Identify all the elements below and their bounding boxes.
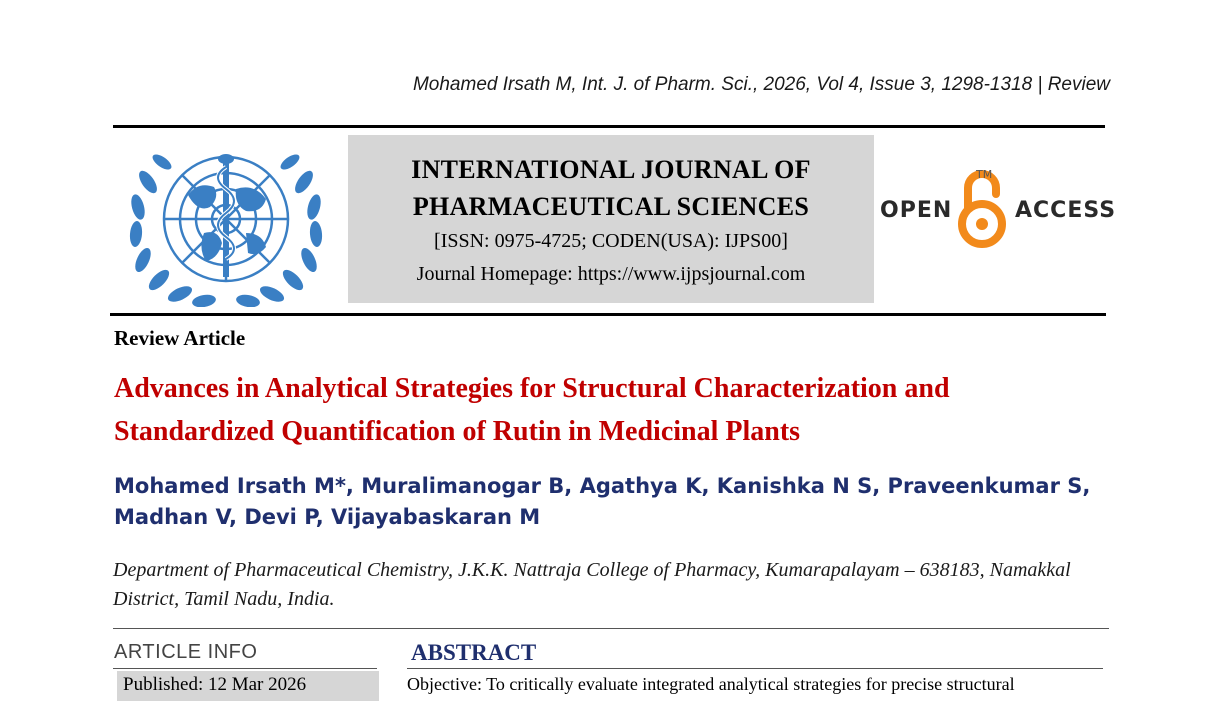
abstract-text: Objective: To critically evaluate integrated analytical strategies for precise structural xyxy=(407,674,1015,694)
open-access-logo xyxy=(880,166,1117,250)
issn-line: [ISSN: 0975-4725; CODEN(USA): IJPS00] xyxy=(434,230,788,252)
open-word: OPEN xyxy=(880,198,953,223)
abstract-rule xyxy=(407,668,1103,669)
trademark-mark: TM xyxy=(976,168,993,181)
author-list: Mohamed Irsath M*, Muralimanogar B, Agathya K, Kanishka N S, Praveenkumar S, Madhan V, Devi P, Vijayabaskaran M xyxy=(114,474,1091,529)
top-rule xyxy=(113,125,1105,128)
masthead-bottom-rule xyxy=(110,313,1106,316)
article-type-label: Review Article xyxy=(114,326,246,350)
journal-homepage: Journal Homepage: https://www.ijpsjournal.com xyxy=(416,263,806,285)
article-info-heading: ARTICLE INFO xyxy=(114,641,258,663)
abstract-heading: ABSTRACT xyxy=(411,640,537,665)
journal-title: INTERNATIONAL JOURNAL OF PHARMACEUTICAL SCIENCES xyxy=(411,155,811,221)
article-title: Advances in Analytical Strategies for Structural Characterization and Standardized Quantification of Rutin in Medicinal Plants xyxy=(114,373,950,447)
access-word: ACCESS xyxy=(1015,198,1117,223)
journal-emblem-logo xyxy=(126,137,326,307)
affiliation-divider xyxy=(113,628,1109,629)
published-date: Published: 12 Mar 2026 xyxy=(117,671,379,701)
author-affiliation: Department of Pharmaceutical Chemistry, J.K.K. Nattraja College of Pharmacy, Kumarapalayam – 638183, Namakkal District, Tamil Nadu, India. xyxy=(113,559,1071,610)
article-info-rule xyxy=(113,668,377,669)
journal-masthead xyxy=(348,135,874,303)
citation-header: Mohamed Irsath M, Int. J. of Pharm. Sci., 2026, Vol 4, Issue 3, 1298-1318 | Review xyxy=(412,74,1110,95)
